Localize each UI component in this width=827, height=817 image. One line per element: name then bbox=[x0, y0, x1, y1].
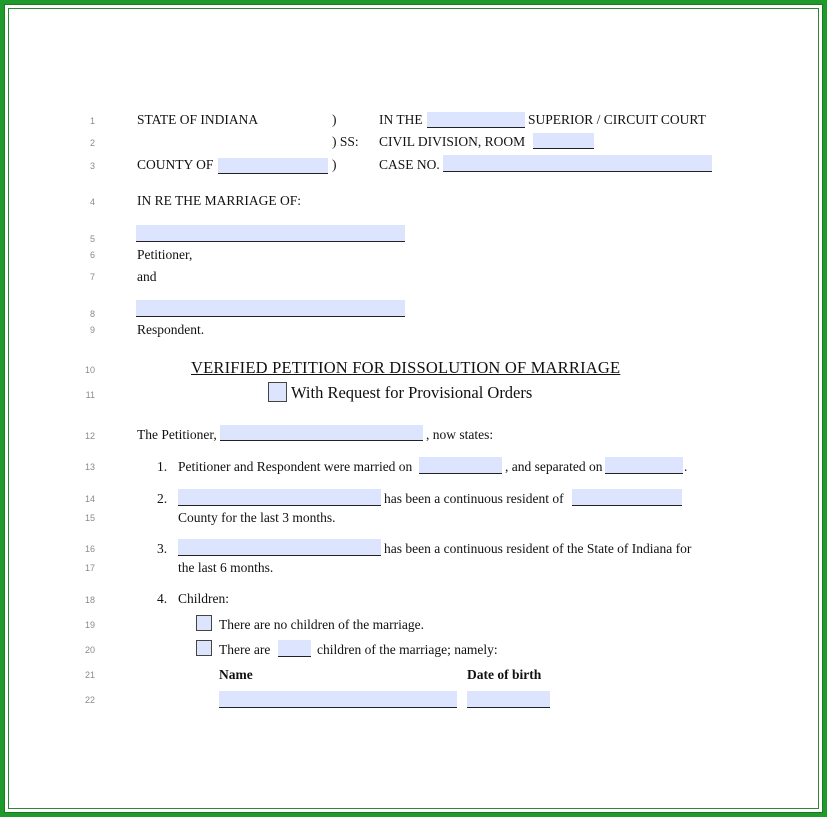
item-number: 4. bbox=[157, 591, 168, 606]
caption-paren: ) bbox=[332, 157, 337, 172]
court-label: SUPERIOR / CIRCUIT COURT bbox=[528, 112, 706, 127]
in-the-label: IN THE bbox=[379, 112, 423, 127]
line-number: 12 bbox=[84, 431, 95, 441]
in-re-label: IN RE THE MARRIAGE OF: bbox=[137, 193, 302, 208]
document-title: VERIFIED PETITION FOR DISSOLUTION OF MARRIAGE bbox=[191, 358, 621, 377]
item2-text: has been a continuous resident of bbox=[384, 491, 564, 506]
state-label: STATE OF INDIANA bbox=[137, 112, 259, 127]
and-label: and bbox=[137, 269, 157, 284]
line-number: 17 bbox=[84, 563, 95, 573]
line-number: 11 bbox=[85, 390, 95, 400]
item-number: 3. bbox=[157, 541, 168, 556]
document-subtitle: With Request for Provisional Orders bbox=[291, 383, 533, 402]
civil-division-label: CIVIL DIVISION, ROOM bbox=[379, 134, 526, 149]
court-county-field[interactable] bbox=[427, 112, 525, 128]
line-number: 13 bbox=[84, 462, 95, 472]
children-count-field[interactable] bbox=[278, 640, 311, 657]
case-number-field[interactable] bbox=[443, 155, 712, 172]
line-number: 16 bbox=[84, 544, 95, 554]
dob-column-header: Date of birth bbox=[467, 667, 542, 682]
ss-label: ) SS: bbox=[332, 134, 359, 149]
item3-text: has been a continuous resident of the State of Indiana for bbox=[384, 541, 692, 556]
county-field[interactable] bbox=[218, 158, 328, 174]
name-column-header: Name bbox=[219, 667, 253, 682]
line-number: 14 bbox=[84, 494, 95, 504]
petitioner-field[interactable] bbox=[220, 425, 423, 441]
respondent-label: Respondent. bbox=[137, 322, 205, 337]
line-number: 1 bbox=[89, 116, 95, 126]
line-number: 18 bbox=[84, 595, 95, 605]
page-border bbox=[8, 8, 819, 809]
item-number: 1. bbox=[157, 459, 168, 474]
item-number: 2. bbox=[157, 491, 168, 506]
line-number: 5 bbox=[89, 234, 95, 244]
petitioner-name-field[interactable] bbox=[136, 225, 405, 242]
line-number: 2 bbox=[89, 138, 95, 148]
room-field[interactable] bbox=[533, 133, 594, 149]
resident-county-field[interactable] bbox=[572, 489, 682, 506]
item2-county-text: County for the last 3 months. bbox=[178, 510, 336, 525]
marriage-date-field[interactable] bbox=[419, 457, 502, 474]
line-number: 15 bbox=[84, 513, 95, 523]
line-number: 10 bbox=[84, 365, 95, 375]
case-no-label: CASE NO. bbox=[379, 157, 440, 172]
respondent-name-field[interactable] bbox=[136, 300, 405, 317]
line-number: 8 bbox=[89, 309, 95, 319]
has-children-checkbox[interactable] bbox=[196, 640, 212, 656]
item3-months-text: the last 6 months. bbox=[178, 560, 274, 575]
item1-text: Petitioner and Respondent were married on bbox=[178, 459, 413, 474]
provisional-orders-checkbox[interactable] bbox=[268, 382, 287, 402]
line-number: 6 bbox=[89, 250, 95, 260]
petitioner-intro: The Petitioner, bbox=[137, 427, 217, 442]
no-children-checkbox[interactable] bbox=[196, 615, 212, 631]
item1-period: . bbox=[684, 459, 688, 474]
indiana-resident-field[interactable] bbox=[178, 539, 381, 556]
line-number: 19 bbox=[84, 620, 95, 630]
no-children-label: There are no children of the marriage. bbox=[219, 617, 425, 632]
child-name-field[interactable] bbox=[219, 691, 457, 708]
resident-name-field[interactable] bbox=[178, 489, 381, 506]
children-namely-label: children of the marriage; namely: bbox=[317, 642, 498, 657]
line-number: 21 bbox=[84, 670, 95, 680]
county-label: COUNTY OF bbox=[137, 157, 214, 172]
separation-date-field[interactable] bbox=[605, 457, 683, 474]
now-states-label: , now states: bbox=[426, 427, 494, 442]
item1-separated-text: , and separated on bbox=[505, 459, 603, 474]
caption-paren: ) bbox=[332, 112, 337, 127]
child-dob-field[interactable] bbox=[467, 691, 550, 708]
line-number: 9 bbox=[89, 325, 95, 335]
there-are-label: There are bbox=[219, 642, 271, 657]
line-number: 4 bbox=[89, 197, 95, 207]
line-number: 3 bbox=[89, 161, 95, 171]
children-label: Children: bbox=[178, 591, 229, 606]
line-number: 7 bbox=[89, 272, 95, 282]
line-number: 22 bbox=[84, 695, 95, 705]
petitioner-label: Petitioner, bbox=[137, 247, 193, 262]
line-number: 20 bbox=[84, 645, 95, 655]
